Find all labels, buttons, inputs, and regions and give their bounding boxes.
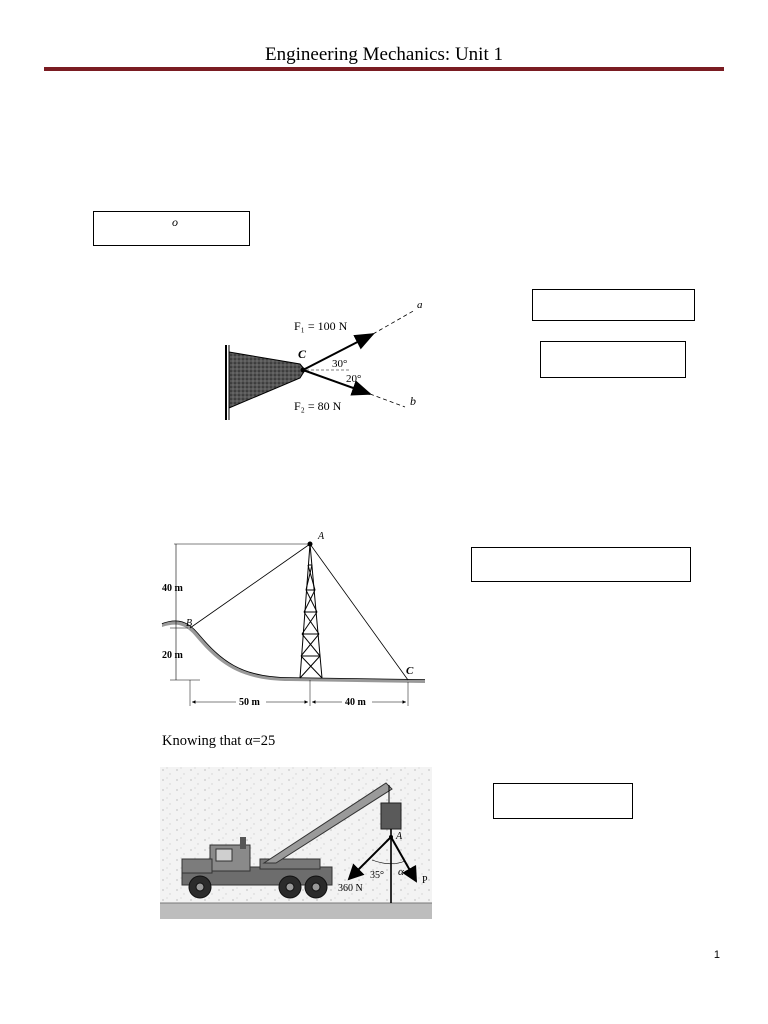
ground-fill [162,621,425,683]
point-a-label: A [318,531,325,542]
page-number: 1 [713,949,720,961]
answer-box-1[interactable] [93,211,250,246]
crane-truck-figure [160,767,432,919]
point-c-label: C [406,665,414,677]
f2-label: F₂ = 80 N [294,399,342,413]
page-title: Engineering Mechanics: Unit 1 [265,44,503,65]
line-b-label: b [410,394,416,408]
angle-alpha-label: α [398,866,404,878]
line-a-label: a [417,299,423,311]
load-crate [381,803,401,829]
tower-guy-wire-figure [160,530,430,715]
line-b-dashed [370,394,405,407]
angle-30-label: 30° [332,358,348,370]
answer-box-4[interactable] [493,783,633,819]
force-360n-label: 360 N [338,883,363,894]
guy-wire-ac [310,544,408,680]
header-divider [44,67,724,71]
given-alpha-text: Knowing that α=25 [162,733,276,749]
force-bracket-figure [210,290,450,430]
angle-20-label: 20° [346,373,362,385]
answer-box-2a[interactable] [532,289,695,321]
ground-strip [160,903,432,919]
angle-35-label: 35° [370,870,384,881]
ground-profile [162,621,425,680]
dim-20m-vertical: 20 m [162,650,183,661]
point-a-label: A [396,831,403,842]
f1-label: F₁ = 100 N [294,319,348,333]
tower-structure [300,544,322,678]
degree-unit-label: o [172,215,178,229]
point-c-label: C [298,347,307,361]
answer-box-2b[interactable] [540,341,686,378]
guy-wire-ab [190,544,310,628]
dim-40m-horizontal-label: 40 m [345,697,366,708]
dim-50m-label: 50 m [239,697,260,708]
answer-box-3[interactable] [471,547,691,582]
point-b-label: B [186,618,193,629]
line-a-dashed [373,310,415,334]
dim-40m-vertical: 40 m [162,583,183,594]
force-p-label: P [422,875,428,886]
